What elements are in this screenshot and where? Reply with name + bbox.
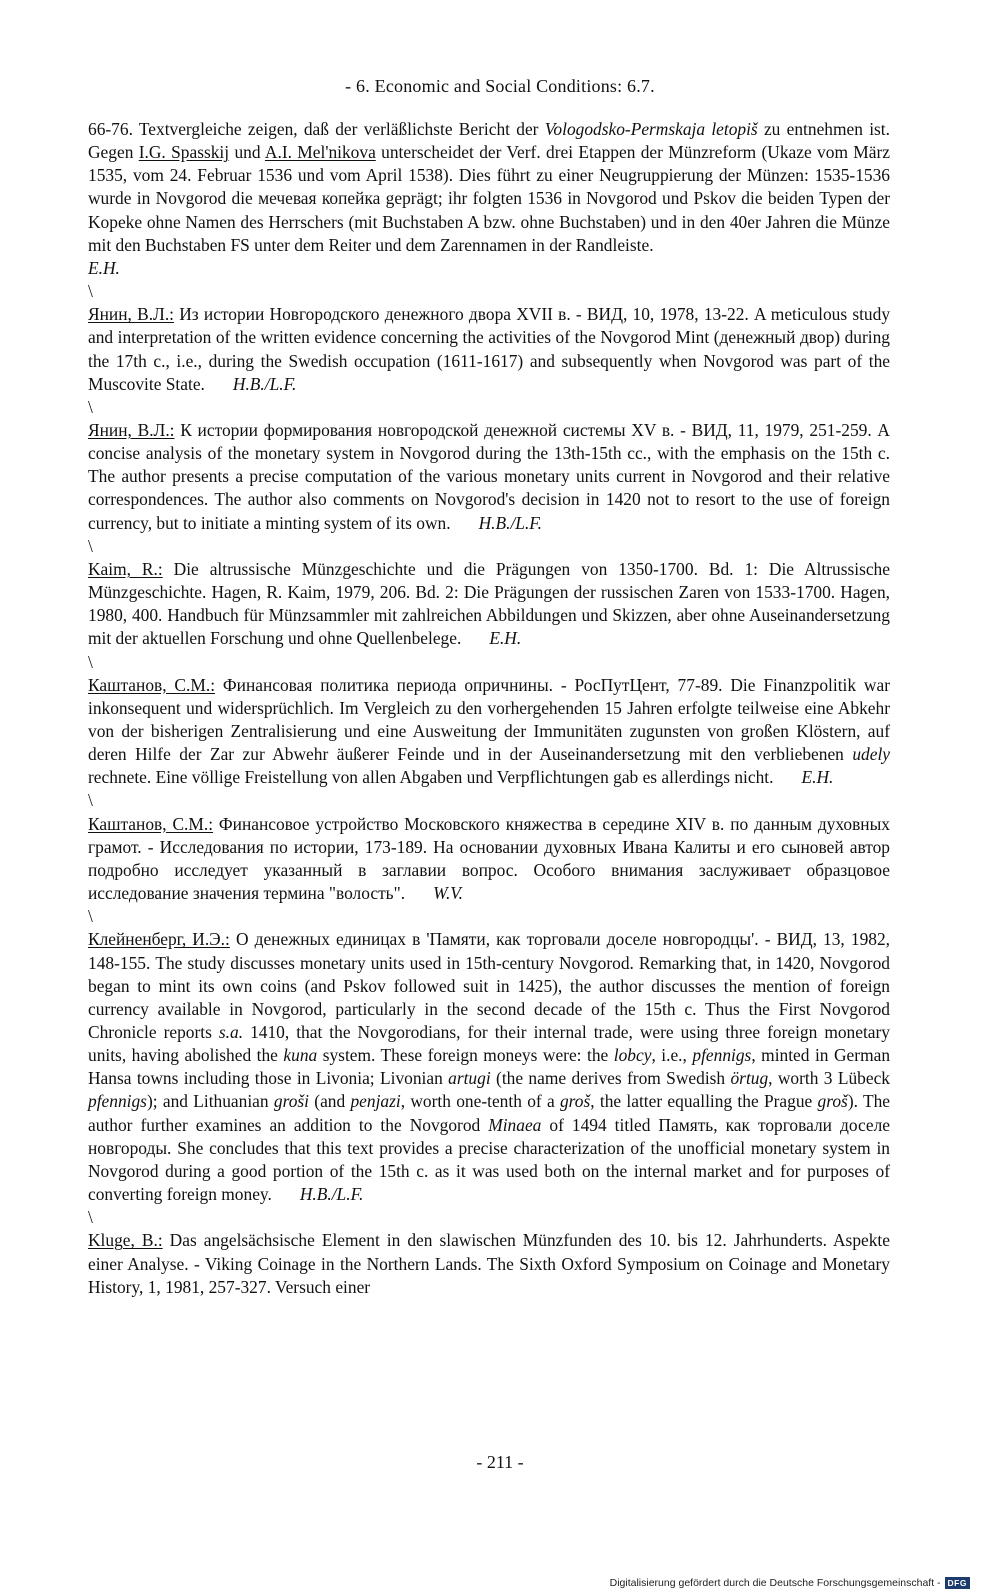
entry-italic: örtug xyxy=(730,1068,769,1089)
entry-italic: kuna xyxy=(283,1045,318,1066)
bibliography-entry xyxy=(88,928,890,1206)
bibliography-entry xyxy=(88,674,890,790)
entry-initials: E.H. xyxy=(489,628,522,649)
entry-italic: groš xyxy=(817,1091,848,1112)
entry-initials: E.H. xyxy=(88,257,120,278)
entry-initials: H.B./L.F. xyxy=(299,1184,364,1205)
entry-italic: pfennigs xyxy=(692,1045,752,1066)
entry-author: Kaim, R.: xyxy=(88,558,163,579)
running-head: - 6. Economic and Social Conditions: 6.7. xyxy=(345,76,655,96)
entry-text: The study discusses monetary units used in 15th-century Novgorod. Remarking that, in 1420, Novgorod began to mint its own coins (and Pskov followed suit in 1425), the author discusses the mention of foreign currency available in Novgorod, particularly in the second decade of the 15th c. Thus the First Novgorod Chronicle reports xyxy=(88,952,890,1042)
entry-separator: \ xyxy=(88,396,93,417)
entry-cited-author: A.I. Mel'nikova xyxy=(264,142,376,163)
entry-text: (the name derives from Swedish xyxy=(490,1068,731,1089)
entry-text: zu entnehmen ist. Gegen xyxy=(88,119,890,163)
bibliography-entry xyxy=(88,303,890,396)
bibliography-entry xyxy=(88,118,890,280)
entry-italic: lobcy xyxy=(613,1045,652,1066)
entry-text: A meticulous study and interpretation of the written evidence concerning the activities of the Novgorod Mint (денежный двор) during the 17th c., i.e., during the Swedish occupation (1611-1617) and subsequently when Novgorod was part of the Muscovite State. xyxy=(88,304,891,394)
dfg-logo: DFG xyxy=(945,1577,970,1589)
entry-citation: 66-76. xyxy=(88,119,133,139)
entry-separator: \ xyxy=(88,651,93,672)
entry-text: und xyxy=(229,142,265,163)
entry-citation: Das angelsächsische Element in den slawischen Münzfunden des 10. bis 12. Jahrhunderts. Aspekte einer Analyse. - Viking Coinage in the Northern Lands. The Sixth Oxford Symposium on Coinage and Monetary History, 1, 1981, 257-327. xyxy=(88,1230,890,1297)
entry-initials: H.B./L.F. xyxy=(232,373,297,394)
entry-italic: pfennigs xyxy=(88,1091,147,1112)
entry-text: Versuch einer xyxy=(270,1276,371,1297)
bibliography-entry xyxy=(88,558,890,651)
entry-text: , the latter equalling the Prague xyxy=(590,1091,818,1112)
entry-italic: artugi xyxy=(448,1068,491,1089)
entry-text: , worth one-tenth of a xyxy=(400,1091,560,1112)
entry-text: rechnete. Eine völlige Freistellung von allen Abgaben und Verpflichtungen gab es allerdings nicht. xyxy=(88,767,774,788)
entry-text: ); and Lithuanian xyxy=(146,1091,274,1112)
credit-text: Digitalisierung gefördert durch die Deutsche Forschungsgemeinschaft - xyxy=(609,1577,941,1589)
entry-author: Янин, В.Л.: xyxy=(88,420,175,440)
entry-author: Каштанов, С.М.: xyxy=(88,674,216,695)
entry-citation: Die altrussische Münzgeschichte und die Prägungen von 1350-1700. Bd. 1: Die Altrussische Münzgeschichte. Hagen, R. Kaim, 1979, 206. Bd. 2: Die Prägungen der russischen Zaren von 1533-1700. Hagen, 1980, 400. xyxy=(88,558,890,626)
bibliography-entry xyxy=(88,419,890,535)
entry-italic: groš xyxy=(559,1091,591,1112)
entry-author: Клейненберг, И.Э.: xyxy=(88,929,230,950)
entry-italic: groši xyxy=(273,1091,309,1112)
entry-text: , worth 3 Lübeck xyxy=(768,1068,891,1089)
entry-text: unterscheidet der Verf. drei Etappen der Münzreform (Ukaze vom März 1535, vom 24. Februar 1536 und vom April 1538). Dies führt zu einer Neugruppierung der Münzen: 1535-1536 wurde in Novgorod die мечевая копейка geprägt; ihr folgten 1536 in Novgorod und Pskov die beiden Typen der Kopeke ohne Namen des Herrschers (mit Buchstaben A bzw. ohne Buchstaben) und in den 40er Jahren die Münze mit den Buchstaben FS unter dem Reiter und dem Zarennamen in der Randleiste. xyxy=(88,142,891,255)
entry-text: 1410, that the Novgorodians, for their internal trade, were using three foreign monetary units, having abolished the xyxy=(88,1022,890,1066)
entry-italic: penjazi xyxy=(350,1091,401,1112)
entry-citation: К истории формирования новгородской денежной системы XV в. - ВИД, 11, 1979, 251-259. xyxy=(174,420,872,440)
entry-italic: udely xyxy=(852,744,890,765)
entry-separator: \ xyxy=(88,281,93,302)
entry-separator: \ xyxy=(88,906,93,927)
entry-initials: H.B./L.F. xyxy=(478,512,543,533)
page-number: - 211 - xyxy=(476,1452,524,1472)
bibliography-entry xyxy=(88,1229,890,1298)
entry-text: system. These foreign moneys were: the xyxy=(317,1045,614,1066)
entry-author: Янин, В.Л.: xyxy=(88,304,175,325)
entry-text: of 1494 titled Память, как торговали доселе новгороды. She concludes that this text provides a precise characterization of the unofficial monetary system in Novgorod during a good portion of the 15th c. as it was used both on the internal market and for purposes of converting foreign money. xyxy=(88,1114,890,1205)
entry-text: , minted in German Hansa towns including those in Livonia; Livonian xyxy=(88,1045,891,1089)
entry-text: , i.e., xyxy=(651,1045,693,1066)
entry-italic: Minaea xyxy=(488,1114,542,1135)
entry-cited-author: I.G. Spasskij xyxy=(138,142,230,163)
entry-separator: \ xyxy=(88,535,93,556)
entry-author: Kluge, B.: xyxy=(88,1230,163,1251)
entry-italic: s.a. xyxy=(218,1022,244,1042)
entry-author: Каштанов, С.М.: xyxy=(88,813,214,834)
entry-initials: E.H. xyxy=(801,767,834,788)
entry-citation: Финансовое устройство Московского княжества в середине XIV в. по данным духовных грамот. - Исследования по истории, 173-189. xyxy=(88,813,890,857)
entry-citation: Финансовая политика периода опричнины. - РосПутЦент, 77-89. xyxy=(215,674,723,695)
entry-separator: \ xyxy=(88,1207,93,1228)
entry-text: На основании духовных Ивана Калиты и его сыновей автор подробно исследует указанный в заглавии вопрос. Особого внимания заслуживает образцовое исследование значения термина "волость". xyxy=(88,836,890,904)
entry-text: Handbuch für Münzsammler mit zahlreichen Abbildungen und Skizzen, aber ohne Auseinandersetzung mit der aktuellen Forschung und ohne Quellenbelege. xyxy=(88,605,890,649)
entry-initials: W.V. xyxy=(433,883,464,904)
entry-text: ). The author further examines an addition to the Novgorod xyxy=(88,1091,890,1135)
entry-text: Die Finanzpolitik war inkonsequent und widersprüchlich. Im Vergleich zu den vorhergehenden 15 Jahren erfolgte teilweise eine Abkehr von der bisherigen Zentralisierung und eine Ausweitung der Immunitäten zugunsten von großen Klöstern, auf deren Hilfe der Zar zur Abwehr äußerer Feinde und in der Auseinandersetzung mit den verbliebenen xyxy=(88,674,890,765)
entry-text: (and xyxy=(309,1091,351,1112)
entry-text: A concise analysis of the monetary system in Novgorod during the 13th-15th cc., with the emphasis on the 15th c. The author presents a precise computation of the various monetary units current in Novgorod and their relative correspondences. The author also comments on Novgorod's decision in 1420 not to resort to the use of foreign currency, but to initiate a minting system of its own. xyxy=(88,420,890,533)
entry-text: Textvergleiche zeigen, daß der verläßlichste Bericht der xyxy=(132,119,545,139)
digitization-credit xyxy=(610,1577,970,1589)
entry-separator: \ xyxy=(88,790,93,811)
entry-citation: О денежных единицах в 'Памяти, как торговали доселе новгородцы'. - ВИД, 13, 1982, 148-155. xyxy=(88,929,891,973)
entry-italic: Vologodsko-Permskaja letopiš xyxy=(544,119,758,139)
bibliography-entry xyxy=(88,813,890,906)
entry-citation: Из истории Новгородского денежного двора XVII в. - ВИД, 10, 1978, 13-22. xyxy=(174,304,749,325)
bibliography-content xyxy=(88,118,890,1299)
